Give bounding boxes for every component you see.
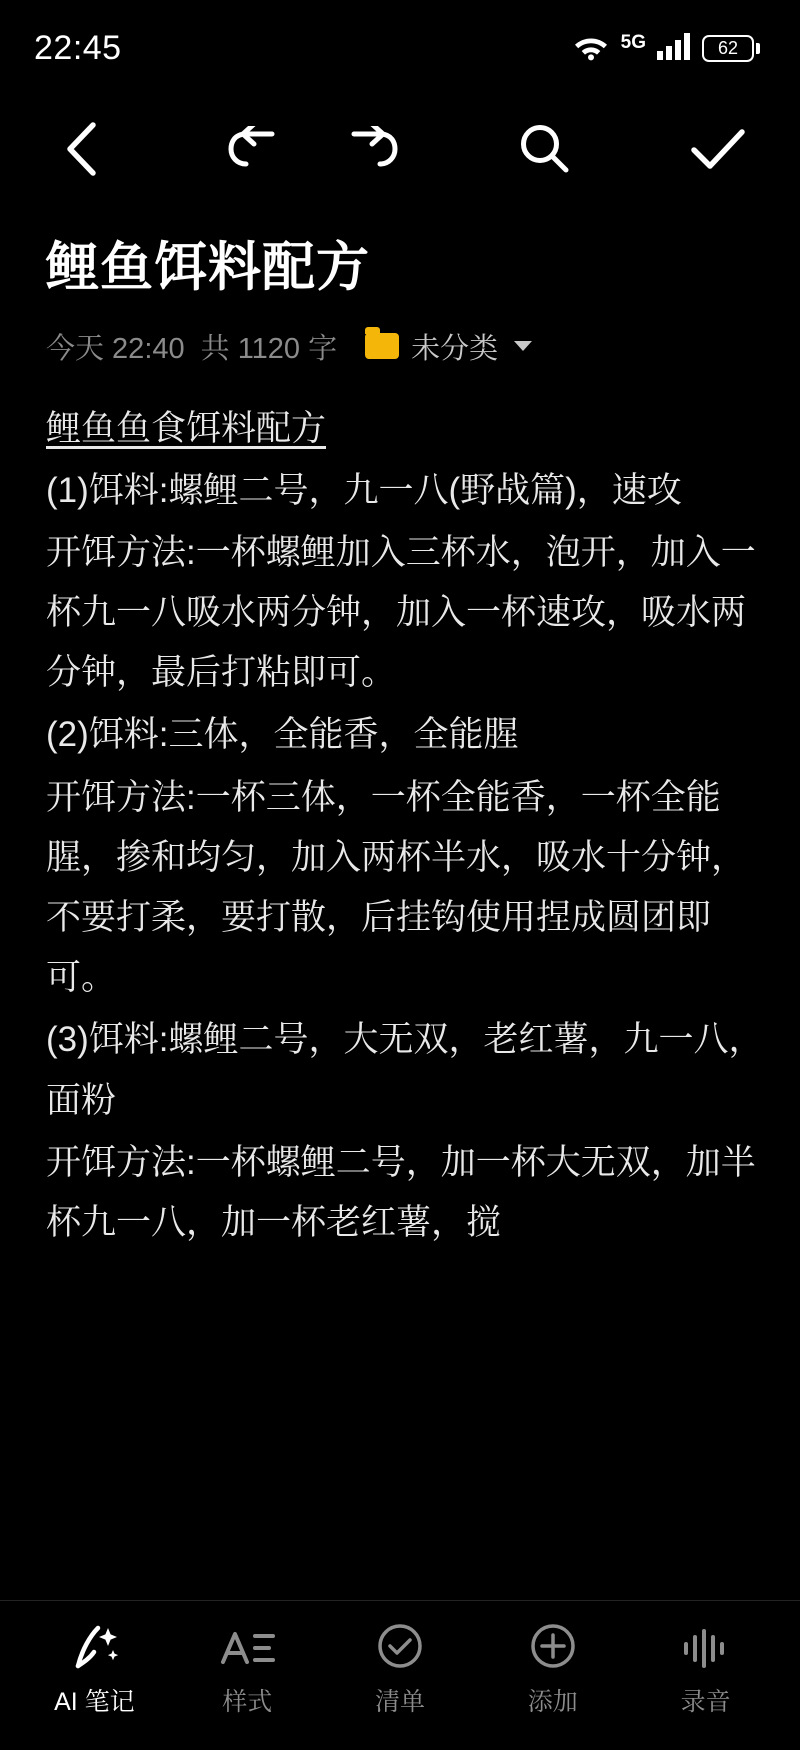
bottom-item-label: AI 笔记: [54, 1687, 135, 1716]
redo-icon: [342, 126, 398, 172]
text-style-icon: [219, 1624, 275, 1670]
bottom-item-label: 录音: [680, 1687, 731, 1716]
status-indicators: [572, 31, 760, 66]
note-paragraph: 开饵方法:一杯螺鲤加入三杯水，泡开，加入一杯九一八吸水两分钟，加入一杯速攻，吸水两分钟，最后打粘即可。: [46, 532, 756, 693]
back-button[interactable]: [46, 113, 118, 185]
note-paragraph: 鲤鱼鱼食饵料配方: [46, 408, 327, 448]
note-folder-name: 未分类: [411, 332, 499, 365]
status-bar: [0, 0, 800, 96]
redo-button[interactable]: [334, 113, 406, 185]
bottom-toolbar: [0, 1600, 800, 1750]
note-paragraph: 开饵方法:一杯三体，一杯全能香，一杯全能腥，掺和均匀，加入两杯半水，吸水十分钟，不要打柔，要打散，后挂钩使用捏成圆团即可。: [46, 777, 747, 998]
battery-level-text: 62: [717, 38, 739, 58]
bottom-item-label: 添加: [527, 1687, 578, 1716]
checklist-circle-icon: [376, 1624, 424, 1670]
done-button[interactable]: [682, 113, 754, 185]
wifi-icon: [572, 31, 610, 66]
editor-toolbar: [0, 96, 800, 201]
status-clock: 22:45: [34, 28, 122, 67]
bottom-item-recording[interactable]: [629, 1624, 782, 1718]
note-title[interactable]: 鲤鱼饵料配方: [46, 238, 370, 297]
bottom-item-checklist[interactable]: [324, 1624, 477, 1718]
undo-button[interactable]: [220, 113, 292, 185]
note-word-count: 共 1120 字: [200, 332, 338, 365]
note-paragraph: 开饵方法:一杯螺鲤二号，加一杯大无双，加半杯九一八，加一杯老红薯，搅: [46, 1142, 756, 1242]
folder-icon: [365, 333, 399, 359]
note-meta: [46, 326, 754, 367]
bottom-item-ai-note[interactable]: [18, 1624, 171, 1718]
note-folder-selector[interactable]: [365, 326, 532, 367]
bottom-item-label: 清单: [374, 1687, 425, 1716]
bottom-item-label: 样式: [222, 1687, 273, 1716]
chevron-left-icon: [60, 120, 104, 178]
search-button[interactable]: [508, 113, 580, 185]
search-icon: [517, 122, 571, 176]
note-paragraph: (1)饵料:螺鲤二号，九一八(野战篇)，速攻: [46, 470, 682, 510]
chevron-down-icon: [514, 341, 532, 351]
checkmark-icon: [689, 125, 747, 173]
note-header: [0, 201, 800, 367]
note-paragraph: (2)饵料:三体，全能香，全能腥: [46, 715, 519, 755]
note-date: 今天 22:40: [46, 332, 185, 365]
plus-circle-icon: [529, 1624, 577, 1670]
bottom-item-style[interactable]: [171, 1624, 324, 1718]
undo-icon: [228, 126, 284, 172]
microphone-waveform-icon: [681, 1624, 731, 1670]
bottom-item-add[interactable]: [476, 1624, 629, 1718]
note-paragraph: (3)饵料:螺鲤二号，大无双，老红薯，九一八，面粉: [46, 1020, 764, 1120]
battery-indicator: [702, 35, 760, 62]
network-type-label: 5G: [620, 31, 646, 53]
note-body[interactable]: [0, 367, 800, 1600]
signal-bars-icon: [657, 32, 691, 65]
ai-pen-icon: [68, 1624, 120, 1670]
